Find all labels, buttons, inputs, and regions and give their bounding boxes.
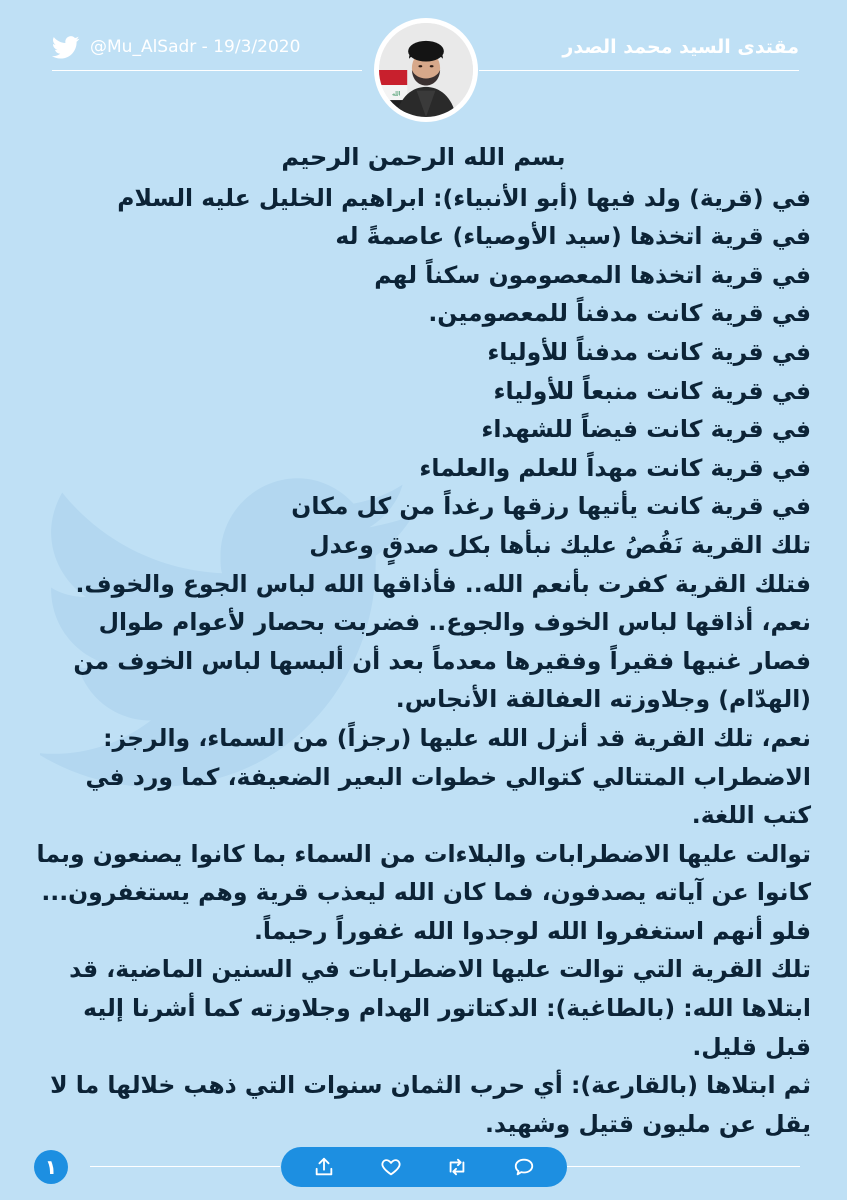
body-paragraph: توالت عليها الاضطرابات والبلاءات من السماء بما كانوا يصنعون وبما كانوا عن آياته يصدفون، فما كان الله ليعذب قرية وهم يستغفرون... فلو أنهم استغفروا الله لوجدوا الله غفوراً رحيماً. — [36, 839, 811, 945]
avatar-portrait — [379, 23, 473, 117]
avatar — [374, 18, 478, 122]
header-divider-left — [52, 70, 362, 71]
body-line: تلك القرية نَقُصُ عليك نبأها بكل صدقٍ وعدل — [309, 530, 811, 559]
share-icon[interactable] — [312, 1155, 336, 1179]
body-line: في قرية اتخذها (سيد الأوصياء) عاصمةً له — [335, 222, 811, 251]
body-line: في (قرية) ولد فيها (أبو الأنبياء): ابراهيم الخليل عليه السلام — [117, 183, 811, 212]
handle-group — [52, 32, 300, 62]
body-line: في قرية كانت مدفناً للأولياء — [487, 337, 811, 366]
body-line: فتلك القرية كفرت بأنعم الله.. فأذاقها الله لباس الجوع والخوف. — [75, 569, 811, 598]
tweet-action-bar — [281, 1147, 567, 1187]
body-paragraph: نعم، تلك القرية قد أنزل الله عليها (رجزاً) من السماء، والرجز: الاضطراب المتتالي كتوالي خطوات البعير الضعيفة، كما ورد في كتب اللغة. — [85, 723, 811, 830]
post-body — [36, 138, 811, 1143]
header-divider-right — [479, 70, 799, 71]
retweet-icon[interactable] — [445, 1155, 469, 1179]
basmala-title: بسم الله الرحمن الرحيم — [281, 143, 566, 171]
body-line: في قرية كانت مدفناً للمعصومين. — [428, 299, 811, 328]
body-line: في قرية كانت فيضاً للشهداء — [481, 415, 811, 444]
reply-icon[interactable] — [512, 1155, 536, 1179]
body-line: في قرية كانت مهداً للعلم والعلماء — [419, 453, 811, 482]
twitter-bird-icon — [52, 36, 80, 59]
body-paragraph: تلك القرية التي توالت عليها الاضطرابات في السنين الماضية، قد ابتلاها الله: (بالطاغية): الدكتاتور الهدام وجلاوزته كما أشرنا إليه قبل قليل. — [69, 955, 811, 1061]
svg-text:الله: الله — [392, 91, 401, 98]
footer-divider-left — [90, 1166, 280, 1167]
body-paragraph: نعم، أذاقها لباس الخوف والجوع.. فضربت بحصار لأعوام طوال فصار غنيها فقيراً وفقيرها معدماً بعد أن ألبسها لباس الخوف من (الهدّام) وجلاوزته العفالقة الأنجاس. — [73, 608, 811, 714]
author-name: مقتدى السيد محمد الصدر — [562, 36, 799, 58]
handle-date-text: @Mu_AlSadr - 19/3/2020 — [90, 37, 301, 57]
body-line: في قرية كانت يأتيها رزقها رغداً من كل مكان — [291, 492, 811, 521]
body-line: في قرية كانت منبعاً للأولياء — [493, 376, 811, 405]
body-line: في قرية اتخذها المعصومون سكناً لهم — [374, 260, 811, 289]
header — [0, 0, 847, 140]
footer-divider-right — [565, 1166, 800, 1167]
body-paragraph: ثم ابتلاها (بالقارعة): أي حرب الثمان سنوات التي ذهب خلالها ما لا يقل عن مليون قتيل وشهيد. — [50, 1071, 811, 1138]
heart-icon[interactable] — [379, 1155, 403, 1179]
page-number-badge: ١ — [34, 1150, 68, 1184]
